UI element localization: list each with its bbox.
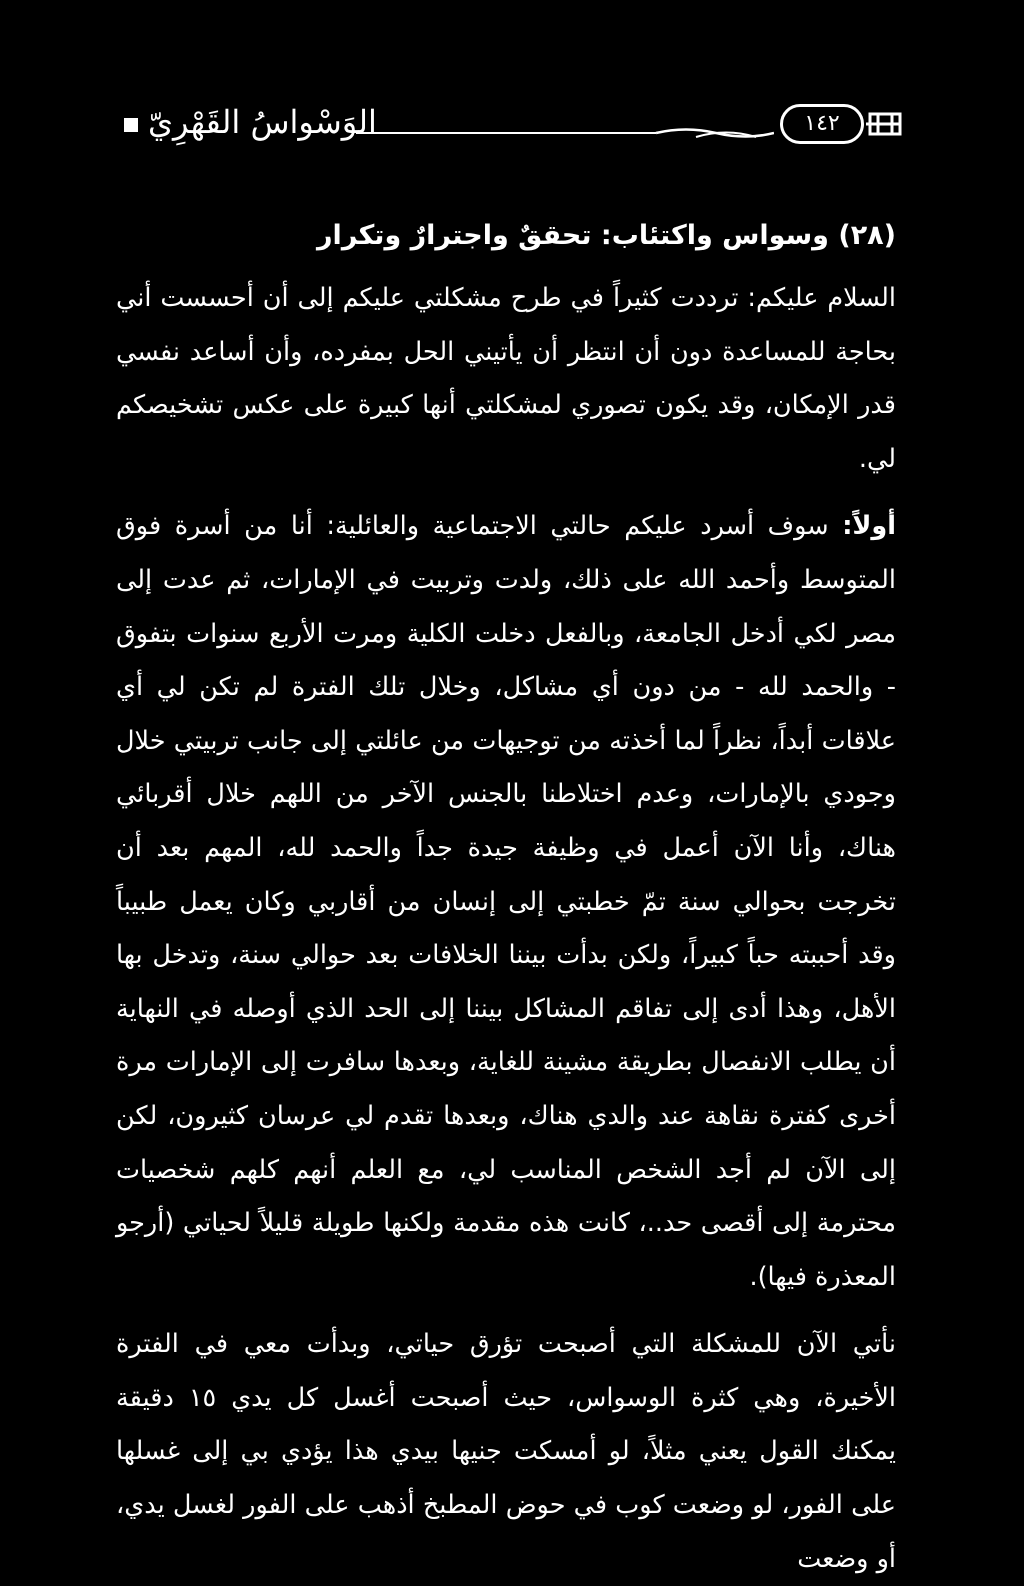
header-rule-line — [356, 124, 774, 140]
running-header — [118, 96, 904, 160]
page-number: ١٤٢ — [804, 111, 840, 136]
paragraph-background-text: سوف أسرد عليكم حالتي الاجتماعية والعائلية: أنا من أسرة فوق المتوسط وأحمد الله على ذلك، ولدت وتربيت في الإمارات، ثم عدت إلى مصر لكي أدخل الجامعة، وبالفعل دخلت الكلية ومرت الأربع سنوات بتفوق - والحمد لله - من دون أي مشاكل، وخلال تلك الفترة لم تكن لي أي علاقات أبداً، نظراً لما أخذته من توجيهات من عائلتي إلى جانب تربيتي خلال وجودي بالإمارات، وعدم اختلاطنا بالجنس الآخر من اللهم خلال أقربائي هناك، وأنا الآن أعمل في وظيفة جيدة جداً والحمد لله، المهم بعد أن تخرجت بحوالي سنة تمّ خطبتي إلى إنسان من أقاربي وكان يعمل طبيباً وقد أحببته حباً كبيراً، ولكن بدأت بيننا الخلافات بعد حوالي سنة، وتدخل بها الأهل، وهذا أدى إلى تفاقم المشاكل بيننا إلى الحد الذي أوصله في النهاية أن يطلب الانفصال بطريقة مشينة للغاية، وبعدها سافرت إلى الإمارات مرة أخرى كفترة نقاهة عند والدي هناك، وبعدها تقدم لي عرسان كثيرون، لكن إلى الآن لم أجد الشخص المناسب لي، مع العلم أنهم كلهم شخصيات محترمة إلى أقصى حد..، كانت هذه مقدمة ولكنها طويلة قليلاً لحياتي (أرجو المعذرة فيها). — [116, 511, 896, 1292]
section-heading: (٢٨) وسواس واكتئاب: تحققٌ واجترارٌ وتكرار — [317, 220, 896, 251]
paragraph-background — [116, 500, 896, 1304]
book-title: الوَسْواسُ القَهْرِيّ — [148, 103, 377, 141]
page-number-badge — [780, 104, 864, 144]
ornament-icon — [866, 108, 904, 140]
article-body — [116, 214, 896, 1586]
paragraph-problem: نأتي الآن للمشكلة التي أصبحت تؤرق حياتي، وبدأت معي في الفترة الأخيرة، وهي كثرة الوسواس، حيث أصبحت أغسل كل يدي ١٥ دقيقة يمكنك القول يعني مثلاً، لو أمسكت جنيها بيدي هذا يؤدي بي إلى غسلها على الفور، لو وضعت كوب في حوض المطبخ أذهب على الفور لغسل يدي، أو وضعت — [116, 1329, 896, 1574]
header-square-mark — [124, 118, 138, 132]
paragraph-intro: السلام عليكم: ترددت كثيراً في طرح مشكلتي عليكم إلى أن أحسست أني بحاجة للمساعدة دون أن انتظر أن يأتيني الحل بمفرده، وأن أساعد نفسي قدر الإمكان، وقد يكون تصوري لمشكلتي أنها كبيرة على عكس تشخيصكم لي. — [116, 283, 896, 474]
paragraph-lead-first: أولاً: — [842, 511, 896, 542]
